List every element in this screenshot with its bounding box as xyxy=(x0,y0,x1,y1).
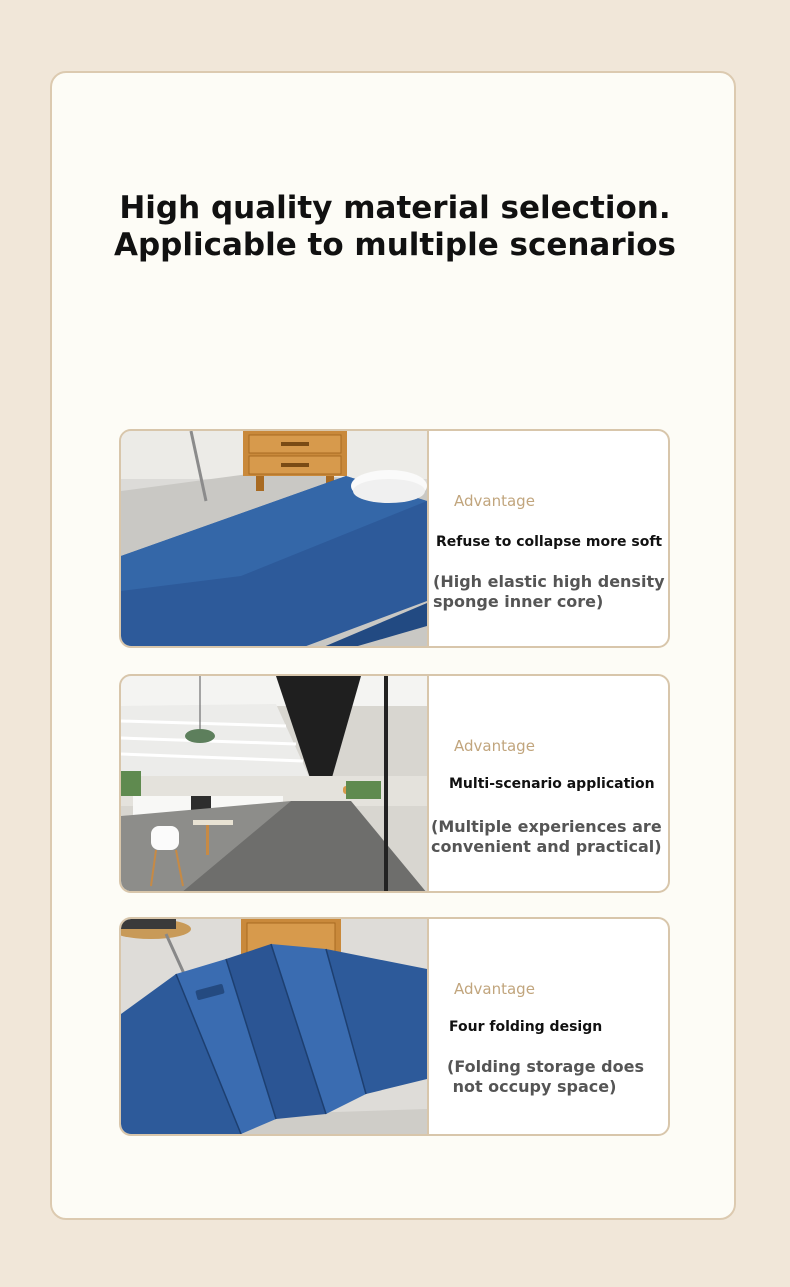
headline-line-1: High quality material selection. xyxy=(119,190,671,226)
feature-description xyxy=(447,1057,644,1097)
card-photo-office xyxy=(121,676,429,891)
feature-card-folding xyxy=(119,917,670,1136)
feature-description-line-1: (Multiple experiences are xyxy=(431,817,662,836)
feature-description xyxy=(433,572,665,612)
card-photo-folded-mattress xyxy=(121,919,429,1134)
mattress-floor-image xyxy=(121,431,427,646)
headline-line-2: Applicable to multiple scenarios xyxy=(113,227,677,263)
feature-card-scenario xyxy=(119,674,670,893)
advantage-label: Advantage xyxy=(454,492,535,510)
advantage-label: Advantage xyxy=(454,980,535,998)
feature-title: Refuse to collapse more soft xyxy=(436,534,663,550)
office-image xyxy=(121,676,427,891)
feature-title: Four folding design xyxy=(449,1019,603,1035)
feature-description-line-2: not occupy space) xyxy=(447,1077,617,1096)
feature-card-soft xyxy=(119,429,670,648)
card-photo-mattress xyxy=(121,431,429,646)
advantage-label: Advantage xyxy=(454,737,535,755)
feature-title: Multi-scenario application xyxy=(449,776,655,792)
feature-description-line-1: (High elastic high density xyxy=(433,572,665,591)
feature-description xyxy=(431,817,662,857)
feature-description-line-2: sponge inner core) xyxy=(433,592,604,611)
headline xyxy=(0,190,790,264)
feature-description-line-1: (Folding storage does xyxy=(447,1057,644,1076)
feature-description-line-2: convenient and practical) xyxy=(431,837,662,856)
folded-mattress-image xyxy=(121,919,427,1134)
